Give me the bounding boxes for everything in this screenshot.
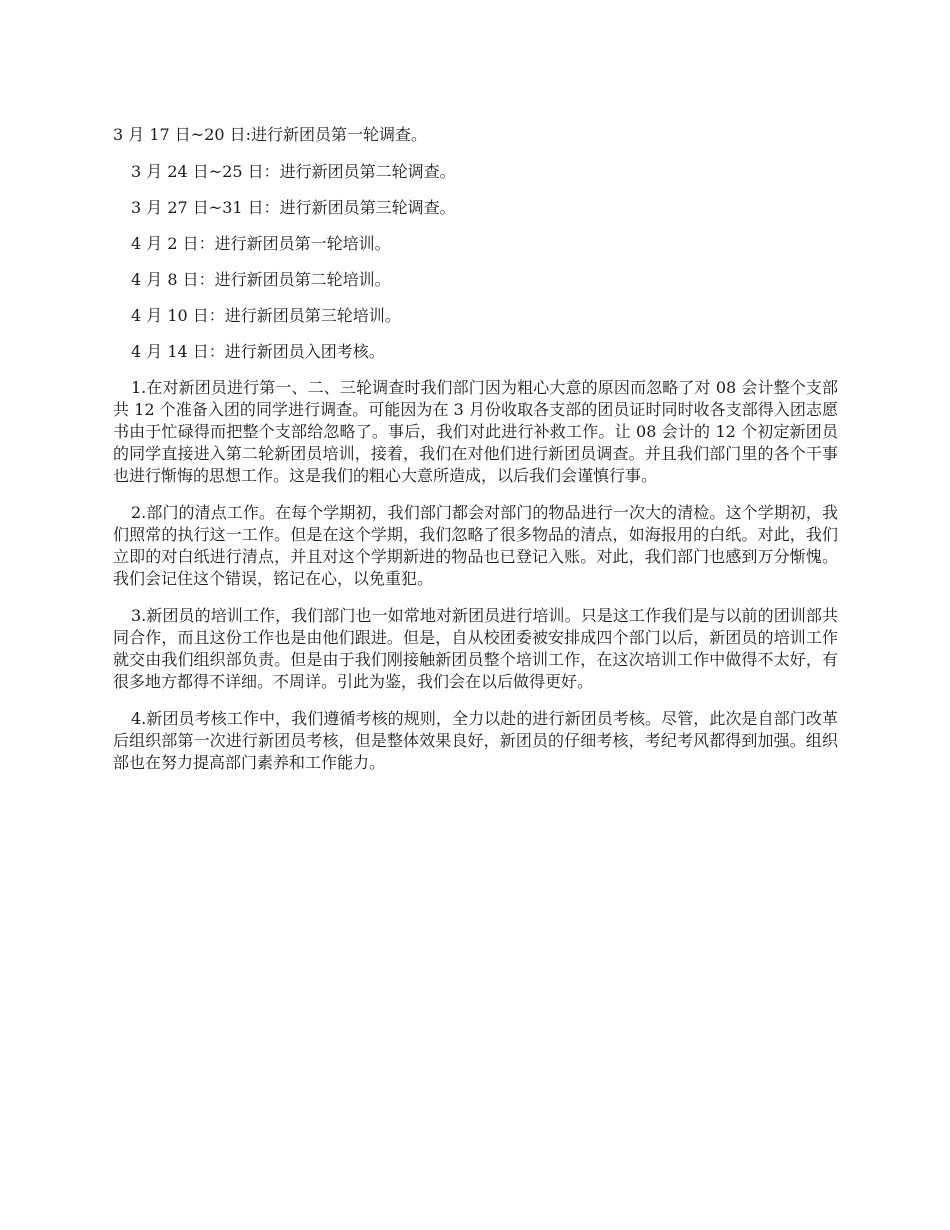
- document-body: [113, 124, 838, 789]
- schedule-item: 4 月 14 日：进行新团员入团考核。: [131, 342, 385, 361]
- paragraph-4: 4.新团员考核工作中，我们遵循考核的规则，全力以赴的进行新团员考核。尽管，此次是自部门改革后组织部第一次进行新团员考核，但是整体效果良好，新团员的仔细考核，考纪考风都得到加强。组织部也在努力提高部门素养和工作能力。: [113, 709, 838, 772]
- paragraph-1: 1.在对新团员进行第一、二、三轮调查时我们部门因为粗心大意的原因而忽略了对 08 会计整个支部共 12 个准备入团的同学进行调查。可能因为在 3 月份收取各支部的团员证时同时收各支部得入团志愿书由于忙碌得而把整个支部给忽略了。事后，我们对此进行补救工作。让 08 会计的 12 个初定新团员的同学直接进入第二轮新团员培训，接着，我们在对他们进行新团员调查。并且我们部门里的各个干事也进行惭悔的思想工作。这是我们的粗心大意所造成，以后我们会谨慎行事。: [113, 378, 838, 485]
- schedule-item: 4 月 10 日：进行新团员第三轮培训。: [131, 306, 401, 325]
- paragraph-2: 2.部门的清点工作。在每个学期初，我们部门都会对部门的物品进行一次大的清检。这个学期初，我们照常的执行这一工作。但是在这个学期，我们忽略了很多物品的清点，如海报用的白纸。对此，我们立即的对白纸进行清点，并且对这个学期新进的物品也已登记入账。对此，我们部门也感到万分惭愧。我们会记住这个错误，铭记在心，以免重犯。: [113, 503, 838, 588]
- schedule-item: 3 月 24 日~25 日：进行新团员第二轮调查。: [131, 162, 456, 181]
- schedule-item: 3 月 27 日~31 日：进行新团员第三轮调查。: [131, 198, 456, 217]
- schedule-item: 3 月 17 日~20 日:进行新团员第一轮调查。: [113, 125, 428, 144]
- schedule-item: 4 月 2 日：进行新团员第一轮培训。: [131, 234, 391, 253]
- paragraph-3: 3.新团员的培训工作，我们部门也一如常地对新团员进行培训。只是这工作我们是与以前的团训部共同合作，而且这份工作也是由他们跟进。但是，自从校团委被安排成四个部门以后，新团员的培训工作就交由我们组织部负责。但是由于我们刚接触新团员整个培训工作，在这次培训工作中做得不太好，有很多地方都得不详细。不周详。引此为鉴，我们会在以后做得更好。: [113, 606, 838, 691]
- schedule-item: 4 月 8 日：进行新团员第二轮培训。: [131, 270, 391, 289]
